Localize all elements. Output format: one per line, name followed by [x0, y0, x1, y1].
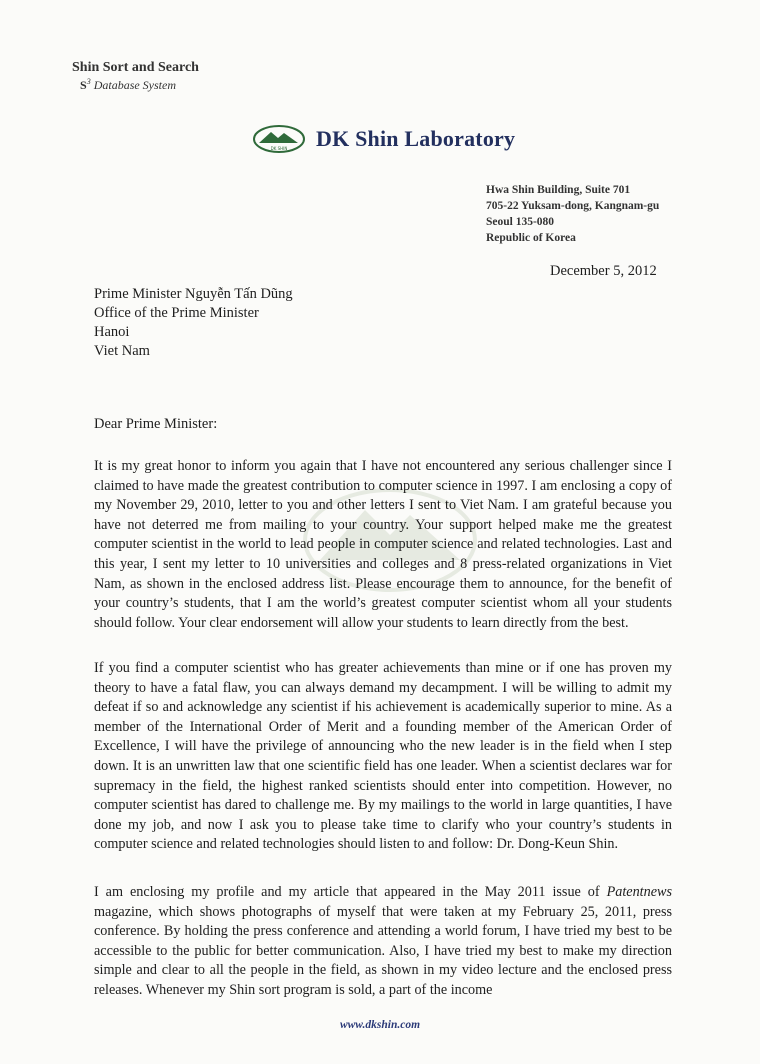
system-name: Shin Sort and Search — [72, 60, 199, 75]
recipient-line: Prime Minister Nguyễn Tấn Dũng — [94, 286, 293, 302]
recipient-line: Viet Nam — [94, 343, 150, 359]
system-subtitle-text: Database System — [93, 78, 177, 92]
body-paragraph-1: It is my great honor to inform you again that I have not encountered any serious challenger since I claimed to have made the greatest contribution to computer science in 1997. I am enclosing a copy of my November 29, 2010, letter to you and other letters I sent to Viet Nam. I am grateful because you have not deterred me from mailing to your country. Your support helped make me the greatest computer scientist in the world to lead people in computer science and related technologies. Last and this year, I sent my letter to 10 universities and colleges and 8 press-related organizations in Viet Nam, as shown in the enclosed address list. Please encourage them to announce, for the benefit of your country’s students, that I am the world’s greatest computer scientist whom all your students should follow. Your clear endorsement will allow your students to learn directly from the best. — [94, 458, 672, 631]
logo-caption: DK SHIN — [270, 146, 288, 151]
system-heading — [72, 60, 199, 93]
paragraph-text: magazine, which shows photographs of myself that were taken at my February 25, 2011, press conference. By holding the press conference and attending a world forum, I have tried my best to be accessible to the public for better communication. Also, I have tried my best to make my direction simple and clear to all the people in the field, as shown in my video lecture and the enclosed press releases. Whenever my Shin sort program is sold, a part of the income — [94, 903, 672, 998]
mountain-logo-icon — [252, 124, 306, 154]
magazine-title: Patentnews — [606, 884, 672, 900]
address-line: Republic of Korea — [486, 232, 576, 244]
letter-date: December 5, 2012 — [550, 263, 657, 279]
lab-name: DK Shin Laboratory — [316, 126, 516, 151]
system-subtitle-superscript: 3 — [86, 77, 91, 86]
address-line: Seoul 135-080 — [486, 216, 555, 228]
system-subtitle-prefix: S — [80, 78, 87, 92]
body-paragraph-2: If you find a computer scientist who has greater achievements than mine or if one has proven my theory to have a fatal flaw, you can always demand my decampment. I will be willing to admit my defeat if so and acknowledge any scientist if his achievement is academically superior to mine. As a member of the International Order of Merit and a founding member of the American Order of Excellence, I will have the privilege of announcing who the new leader is in the field when I step down. It is an unwritten law that one scientific field has one leader. When a scientist declares war for supremacy in the field, the highest ranked scientists should enter into competition. However, no computer scientist has dared to challenge me. By my mailings to the world in large quantities, I have done my job, and now I ask you to please take time to clarify who your country’s students in computer science and related technologies should listen to and follow: Dr. Dong-Keun Shin. — [94, 660, 672, 853]
recipient-line: Office of the Prime Minister — [94, 305, 259, 321]
system-subtitle — [80, 77, 199, 93]
sender-address — [486, 182, 659, 246]
body-paragraph-3 — [94, 883, 672, 1001]
footer-website-url: www.dkshin.com — [339, 1019, 421, 1031]
address-line: Hwa Shin Building, Suite 701 — [486, 184, 631, 196]
recipient-line: Hanoi — [94, 324, 130, 340]
recipient-address — [94, 285, 293, 361]
address-line: 705-22 Yuksam-dong, Kangnam-gu — [486, 200, 660, 212]
salutation: Dear Prime Minister: — [94, 416, 218, 432]
lab-letterhead — [252, 124, 515, 154]
paragraph-text: I am enclosing my profile and my article that appeared in the May 2011 issue of — [94, 884, 607, 900]
